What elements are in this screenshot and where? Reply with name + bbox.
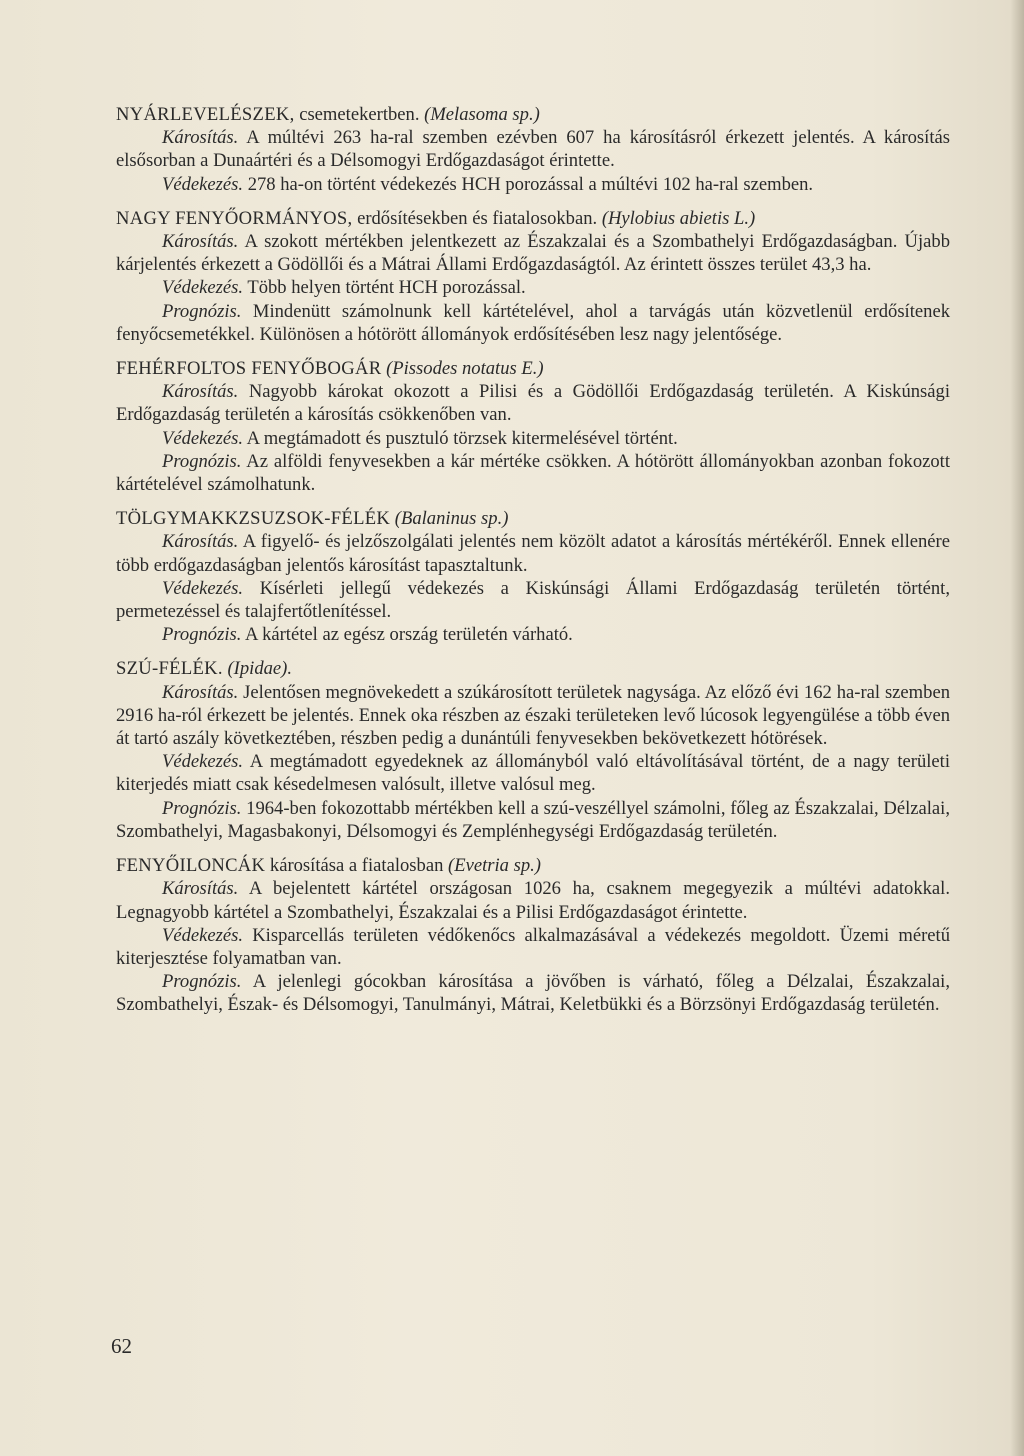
- heading-latin: (Melasoma sp.): [424, 104, 540, 125]
- heading-title: NYÁRLEVELÉSZEK,: [116, 104, 295, 125]
- paragraph-text: A bejelentett kártétel országosan 1026 ha, csaknem megegyezik a múltévi adatokkal. Legnagyobb kártétel a Szombathelyi, Északzalai és a Pilisi Erdőgazdaságot érintette.: [116, 878, 950, 923]
- paragraph-text: 1964-ben fokozottabb mértékben kell a szú-veszéllyel számolni, főleg az Északzalai, Délzalai, Szombathelyi, Magasbakonyi, Délsomogyi és Zemplénhegységi Erdőgazdaság területén.: [116, 797, 950, 842]
- heading-latin: (Evetria sp.): [448, 855, 541, 877]
- section-heading: [116, 357, 950, 380]
- paragraph-text: A megtámadott egyedeknek az állományból való eltávolításával történt, de a nagy területi kiterjedés miatt csak késedelmesen valósult, illetve valósul meg.: [116, 751, 950, 796]
- paragraph-label: Károsítás.: [162, 681, 239, 703]
- section-tolgymakkzsuzsok: [116, 507, 950, 646]
- heading-title: SZÚ-FÉLÉK.: [116, 658, 223, 680]
- paragraph-karositas: [116, 126, 950, 172]
- paragraph-karositas: [116, 530, 950, 576]
- paragraph-label: Prognózis.: [162, 624, 242, 646]
- paragraph-label: Károsítás.: [162, 878, 239, 900]
- heading-title: FENYŐILONCÁK: [116, 855, 266, 877]
- paragraph-prognozis: [116, 623, 950, 646]
- paragraph-vedekezes: [116, 750, 950, 796]
- paragraph-label: Védekezés.: [162, 173, 244, 195]
- section-fenyoiloncak: [116, 854, 950, 1016]
- paragraph-text: Mindenütt számolnunk kell kártételével, ahol a tarvágás után közvetlenül erdősítenek fenyőcsemetékkel. Különösen a hótörött állományok erdősítésében lesz nagy jelentősége.: [116, 300, 950, 345]
- paragraph-text: A múltévi 263 ha-ral szemben ezévben 607 ha károsításról érkezett jelentés. A károsítás elsősorban a Dunaártéri és a Délsomogyi Erdőgazdaságot érintette.: [116, 127, 950, 172]
- page-number: 62: [111, 1334, 132, 1358]
- paragraph-text: Több helyen történt HCH porozással.: [243, 277, 526, 299]
- heading-title: NAGY FENYŐORMÁNYOS,: [116, 207, 353, 229]
- paragraph-label: Károsítás.: [162, 531, 239, 553]
- paragraph-text: A szokott mértékben jelentkezett az Északzalai és a Szombathelyi Erdőgazdaságban. Újabb kárjelentés érkezett a Gödöllői és a Mátrai Állami Erdőgazdaságtól. Az érintett összes terület 43,3 ha.: [116, 231, 950, 276]
- paragraph-label: Károsítás.: [162, 231, 239, 253]
- section-szu-felek: [116, 657, 950, 843]
- paragraph-text: A figyelő- és jelzőszolgálati jelentés nem közölt adatot a károsítás mértékéről. Ennek ellenére több erdőgazdaságban jelentős károsítást tapasztaltunk.: [116, 531, 950, 576]
- paragraph-label: Károsítás.: [162, 127, 239, 149]
- paragraph-vedekezes: [116, 427, 950, 450]
- paragraph-text: A jelenlegi gócokban károsítása a jövőben is várható, főleg a Délzalai, Északzalai, Szombathelyi, Észak- és Délsomogyi, Tanulmányi, Mátrai, Keletbükki és a Börzsönyi Erdőgazdaság területén.: [116, 971, 950, 1016]
- paragraph-karositas: [116, 877, 950, 923]
- section-heading: [116, 207, 950, 230]
- paragraph-text: Nagyobb károkat okozott a Pilisi és a Gödöllői Erdőgazdaság területén. A Kiskúnsági Erdőgazdaság területén a károsítás csökkenőben van.: [116, 381, 950, 426]
- paragraph-prognozis: [116, 970, 950, 1016]
- paragraph-vedekezes: [116, 276, 950, 299]
- paragraph-karositas: [116, 230, 950, 276]
- section-heading: [116, 507, 950, 530]
- paragraph-prognozis: [116, 797, 950, 843]
- document-body: [116, 103, 950, 1028]
- paragraph-text: A kártétel az egész ország területén várható.: [241, 624, 573, 646]
- paragraph-text: 278 ha-on történt védekezés HCH porozással a múltévi 102 ha-ral szemben.: [243, 173, 814, 195]
- heading-latin: (Ipidae).: [227, 658, 293, 680]
- heading-desc: károsítása a fiatalosban: [265, 855, 449, 877]
- section-nagy-fenyoormanyos: [116, 207, 950, 346]
- paragraph-vedekezes: [116, 924, 950, 970]
- heading-latin: (Pissodes notatus E.): [386, 358, 544, 380]
- paragraph-vedekezes: [116, 577, 950, 623]
- paragraph-text: Jelentősen megnövekedett a szúkárosított területek nagysága. Az előző évi 162 ha-ral szemben 2916 ha-ról érkezett be jelentés. Ennek oka részben az északi területeken levő lúcosok legyengülése a több éven át tartó aszály következtében, részben pedig a dunántúli fenyvesekben bekövetkezett hótörések.: [116, 681, 950, 750]
- section-heading: [116, 103, 950, 126]
- paragraph-label: Védekezés.: [162, 924, 244, 946]
- page-spine-shadow: [1010, 0, 1024, 1456]
- paragraph-label: Védekezés.: [162, 277, 244, 299]
- section-nyarlevelesz: [116, 103, 950, 196]
- paragraph-label: Védekezés.: [162, 577, 244, 599]
- paragraph-label: Védekezés.: [162, 427, 244, 449]
- heading-desc: erdősítésekben és fiatalosokban.: [352, 207, 602, 229]
- paragraph-text: A megtámadott és pusztuló törzsek kitermelésével történt.: [243, 427, 678, 449]
- paragraph-label: Károsítás.: [162, 381, 239, 403]
- paragraph-label: Prognózis.: [162, 971, 242, 993]
- paragraph-label: Védekezés.: [162, 751, 244, 773]
- paragraph-text: Kísérleti jellegű védekezés a Kiskúnsági Állami Erdőgazdaság területén történt, permetezéssel és talajfertőtlenítéssel.: [116, 577, 950, 623]
- paragraph-vedekezes: [116, 173, 950, 196]
- paragraph-label: Prognózis.: [162, 797, 242, 819]
- paragraph-label: Prognózis.: [162, 450, 242, 472]
- paragraph-prognozis: [116, 300, 950, 346]
- heading-title: FEHÉRFOLTOS FENYŐBOGÁR: [116, 358, 382, 380]
- heading-latin: (Hylobius abietis L.): [601, 207, 756, 229]
- paragraph-text: Kisparcellás területen védőkenőcs alkalmazásával a védekezés megoldott. Üzemi méretű kiterjesztése folyamatban van.: [116, 924, 950, 969]
- section-feherfoltos-fenyobogar: [116, 357, 950, 496]
- paragraph-label: Prognózis.: [162, 300, 242, 322]
- heading-desc: csemetekertben.: [294, 104, 425, 125]
- section-heading: [116, 854, 950, 877]
- paragraph-text: Az alföldi fenyvesekben a kár mértéke csökken. A hótörött állományokban azonban fokozott kártételével számolhatunk.: [116, 450, 950, 496]
- heading-title: TÖLGYMAKKZSUZSOK-FÉLÉK: [116, 508, 391, 530]
- heading-latin: (Balaninus sp.): [394, 508, 509, 530]
- paragraph-karositas: [116, 380, 950, 426]
- paragraph-karositas: [116, 681, 950, 751]
- section-heading: [116, 657, 950, 680]
- paragraph-prognozis: [116, 450, 950, 496]
